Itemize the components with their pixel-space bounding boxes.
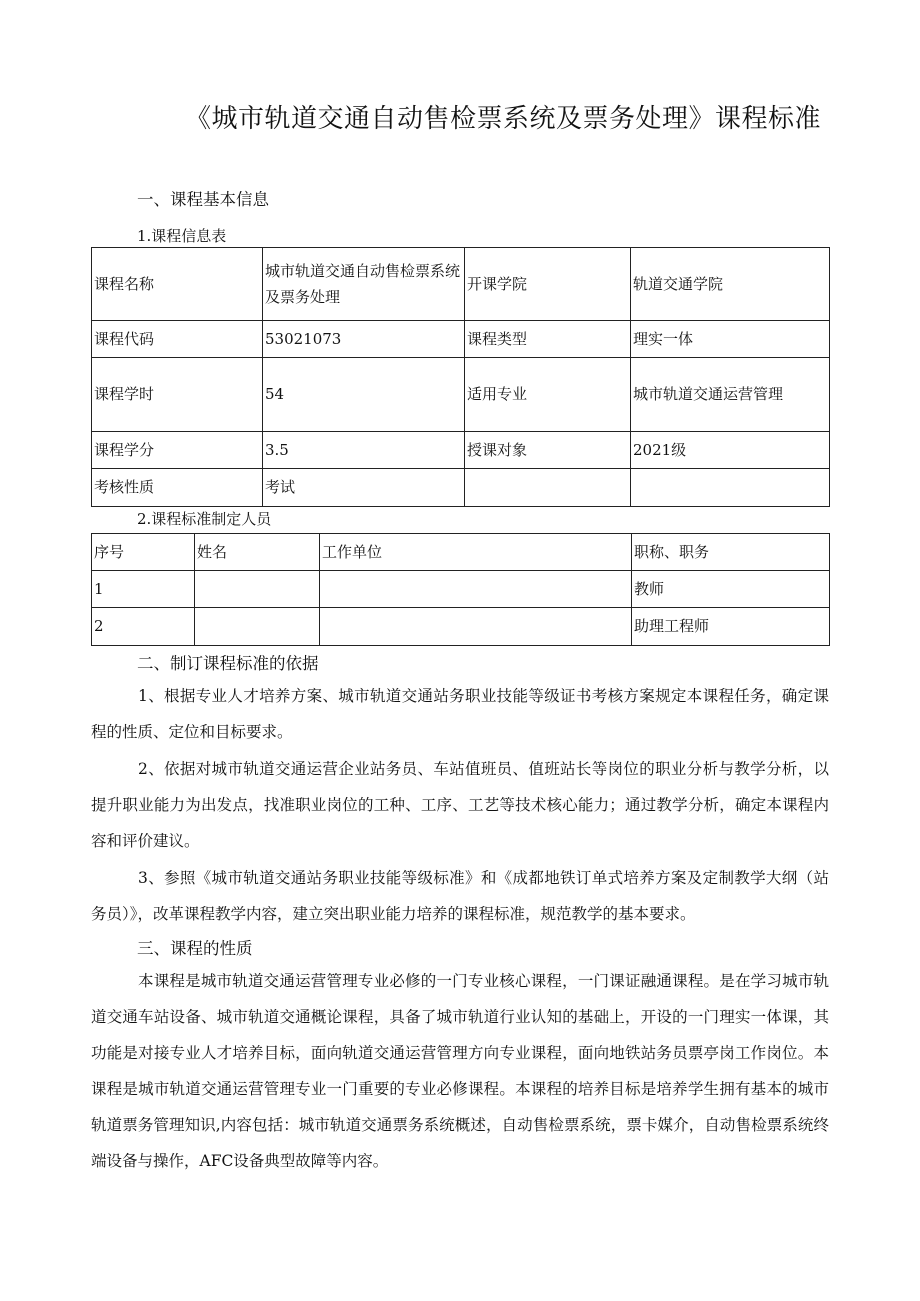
table-cell: 城市轨道交通自动售检票系统及票务处理 xyxy=(263,248,465,321)
table-cell xyxy=(320,608,632,646)
table-header-cell: 姓名 xyxy=(195,534,320,571)
paragraph: 本课程是城市轨道交通运营管理专业必修的一门专业核心课程，一门课证融通课程。是在学习城市轨道交通车站设备、城市轨道交通概论课程，具备了城市轨道行业认知的基础上，开设的一门理实一体课，其功能是对接专业人才培养目标，面向轨道交通运营管理方向专业课程，面向地铁站务员票亭岗工作岗位。本课程是城市轨道交通运营管理专业一门重要的专业必修课程。本课程的培养目标是培养学生拥有基本的城市轨道票务管理知识,内容包括：城市轨道交通票务系统概述，自动售检票系统，票卡媒介，自动售检票系统终端设备与操作，AFC设备典型故障等内容。 xyxy=(91,972,829,1170)
table-cell xyxy=(320,571,632,608)
table-cell xyxy=(195,571,320,608)
paragraph: 1、根据专业人才培养方案、城市轨道交通站务职业技能等级证书考核方案规定本课程任务，确定课程的性质、定位和目标要求。 xyxy=(91,687,829,741)
table-row xyxy=(92,608,830,646)
table-cell: 适用专业 xyxy=(465,358,631,432)
table-header-cell: 序号 xyxy=(92,534,195,571)
paragraph: 3、参照《城市轨道交通站务职业技能等级标准》和《成都地铁订单式培养方案及定制教学大纲（站务员）》，改革课程教学内容，建立突出职业能力培养的课程标准，规范教学的基本要求。 xyxy=(91,869,829,923)
table-cell: 54 xyxy=(263,358,465,432)
table-cell: 课程代码 xyxy=(92,321,263,358)
table-row xyxy=(92,571,830,608)
table-cell: 53021073 xyxy=(263,321,465,358)
table-cell: 3.5 xyxy=(263,432,465,469)
table-header-row xyxy=(92,534,830,571)
table-cell: 授课对象 xyxy=(465,432,631,469)
table-row xyxy=(92,248,830,321)
table-cell: 2021级 xyxy=(631,432,830,469)
table-cell: 课程学时 xyxy=(92,358,263,432)
table-cell: 教师 xyxy=(632,571,830,608)
table-cell: 助理工程师 xyxy=(632,608,830,646)
table-cell: 课程学分 xyxy=(92,432,263,469)
table-cell: 课程名称 xyxy=(92,248,263,321)
table-header-cell: 职称、职务 xyxy=(632,534,830,571)
table-cell: 理实一体 xyxy=(631,321,830,358)
table-cell: 2 xyxy=(92,608,195,646)
page-title: 《城市轨道交通自动售检票系统及票务处理》课程标准 xyxy=(185,104,822,134)
table-cell: 1 xyxy=(92,571,195,608)
table-cell xyxy=(195,608,320,646)
table-row xyxy=(92,469,830,507)
section-heading-basic-info: 一、课程基本信息 xyxy=(137,190,269,209)
table-cell xyxy=(631,469,830,507)
section-heading-nature: 三、课程的性质 xyxy=(137,939,253,958)
table-cell: 轨道交通学院 xyxy=(631,248,830,321)
paragraph: 2、依据对城市轨道交通运营企业站务员、车站值班员、值班站长等岗位的职业分析与教学分析，以提升职业能力为出发点，找准职业岗位的工种、工序、工艺等技术核心能力；通过教学分析，确定本课程内容和评价建议。 xyxy=(91,760,829,850)
subheading-course-info-table: 1.课程信息表 xyxy=(137,227,227,245)
table-cell: 课程类型 xyxy=(465,321,631,358)
table-row xyxy=(92,321,830,358)
table-header-cell: 工作单位 xyxy=(320,534,632,571)
table-cell: 开课学院 xyxy=(465,248,631,321)
table-cell: 考试 xyxy=(263,469,465,507)
staff-table xyxy=(91,533,830,646)
table-cell: 城市轨道交通运营管理 xyxy=(631,358,830,432)
subheading-staff-table: 2.课程标准制定人员 xyxy=(137,510,272,528)
table-row xyxy=(92,432,830,469)
course-info-table xyxy=(91,247,830,507)
table-cell: 考核性质 xyxy=(92,469,263,507)
table-cell xyxy=(465,469,631,507)
table-row xyxy=(92,358,830,432)
section-heading-basis: 二、制订课程标准的依据 xyxy=(137,654,319,673)
